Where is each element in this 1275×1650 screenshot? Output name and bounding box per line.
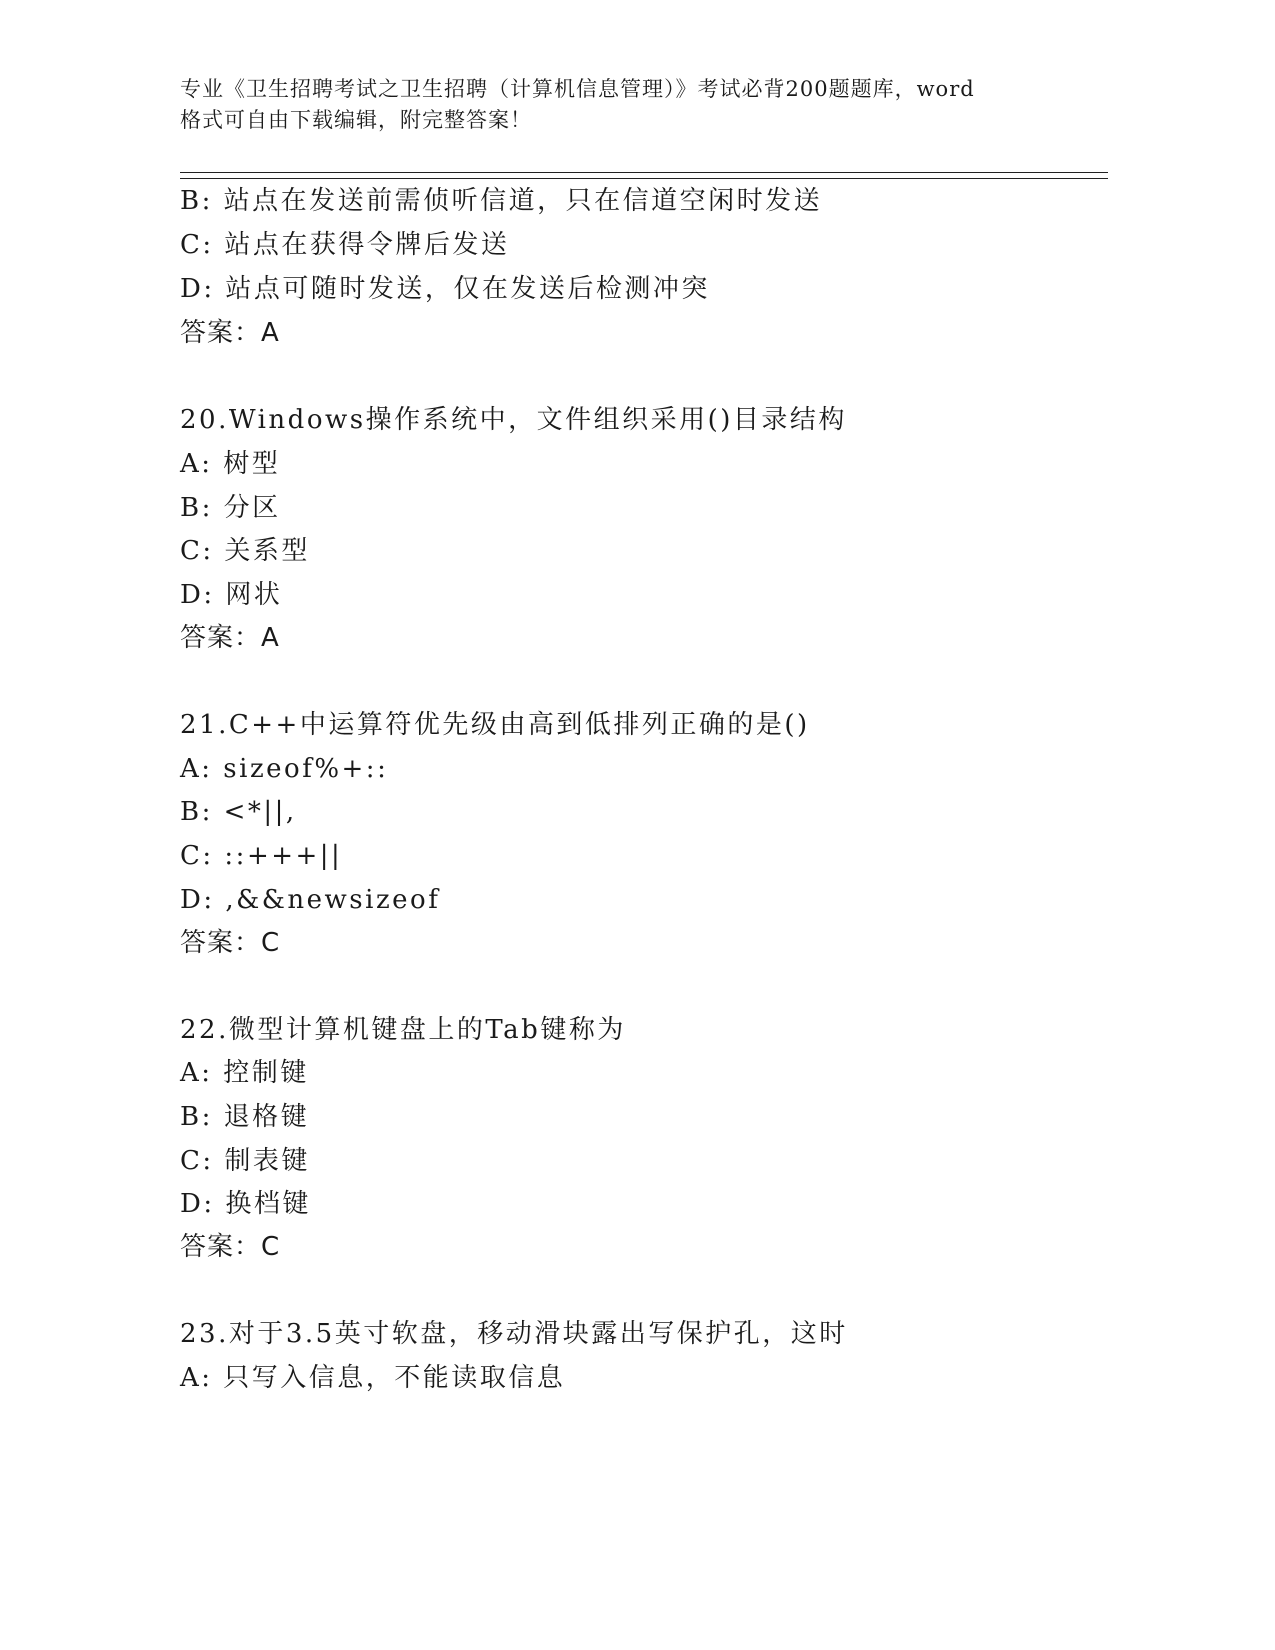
- q20-answer: 答案：A: [180, 623, 280, 653]
- q19-option-d: D: 站点可随时发送，仅在发送后检测冲突: [180, 274, 710, 304]
- q21-option-c: C: ::+++||: [180, 841, 343, 871]
- header-line-1: 专业《卫生招聘考试之卫生招聘（计算机信息管理）》考试必背200题题库，word: [180, 77, 975, 101]
- q20-option-c: C: 关系型: [180, 536, 310, 566]
- q21-option-a: A: sizeof%+::: [180, 754, 389, 784]
- q22-question: 22.微型计算机键盘上的Tab键称为: [180, 1015, 626, 1045]
- q23-question: 23.对于3.5英寸软盘，移动滑块露出写保护孔，这时: [180, 1319, 848, 1349]
- q20-option-b: B: 分区: [180, 493, 281, 523]
- q20-question: 20.Windows操作系统中，文件组织采用()目录结构: [180, 405, 847, 435]
- document-header: [180, 74, 1060, 136]
- q21-option-d: D: ,&&newsizeof: [180, 885, 441, 915]
- header-rule-top: [180, 172, 1108, 173]
- q22-option-c: C: 制表键: [180, 1146, 310, 1176]
- header-rule-bottom: [180, 178, 1108, 179]
- q20-option-d: D: 网状: [180, 580, 283, 610]
- q19-answer: 答案：A: [180, 318, 280, 348]
- q22-answer: 答案：C: [180, 1232, 281, 1262]
- q23-option-a: A: 只写入信息，不能读取信息: [180, 1363, 566, 1393]
- q19-option-c: C: 站点在获得令牌后发送: [180, 230, 510, 260]
- q22-option-d: D: 换档键: [180, 1189, 311, 1219]
- q21-answer: 答案：C: [180, 928, 281, 958]
- q21-option-b: B: <*||,: [180, 797, 297, 827]
- header-line-2: 格式可自由下载编辑，附完整答案！: [180, 108, 532, 132]
- q22-option-b: B: 退格键: [180, 1102, 310, 1132]
- q22-option-a: A: 控制键: [180, 1058, 309, 1088]
- q21-question: 21.C++中运算符优先级由高到低排列正确的是(): [180, 710, 810, 740]
- q20-option-a: A: 树型: [180, 449, 281, 479]
- q19-option-b: B: 站点在发送前需侦听信道，只在信道空闲时发送: [180, 186, 823, 216]
